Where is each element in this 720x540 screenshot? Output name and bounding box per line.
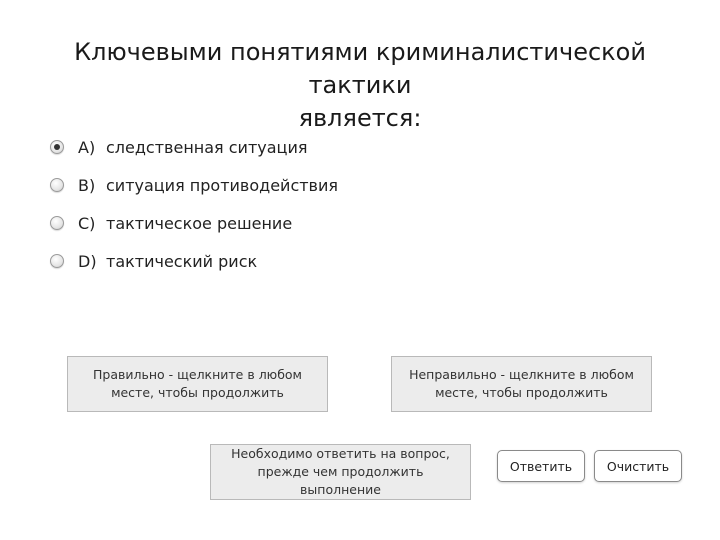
clear-button[interactable]: Очистить — [594, 450, 682, 482]
answer-required-message: Необходимо ответить на вопрос, прежде чем продолжить выполнение — [210, 444, 471, 500]
question-text — [20, 36, 700, 135]
option-letter: D) — [78, 251, 97, 271]
radio-button-icon[interactable] — [50, 178, 64, 192]
option-label: следственная ситуация — [106, 137, 308, 157]
option-label: тактический риск — [106, 251, 258, 271]
option-letter: A) — [78, 137, 96, 157]
option-label: ситуация противодействия — [106, 175, 339, 195]
answer-options — [50, 128, 338, 280]
submit-button[interactable]: Ответить — [497, 450, 585, 482]
option-d[interactable] — [50, 242, 338, 280]
option-a[interactable] — [50, 128, 338, 166]
option-letter: C) — [78, 213, 96, 233]
option-b[interactable] — [50, 166, 338, 204]
radio-button-selected-icon[interactable] — [50, 140, 64, 154]
option-c[interactable] — [50, 204, 338, 242]
option-label: тактическое решение — [106, 213, 293, 233]
radio-button-icon[interactable] — [50, 254, 64, 268]
question-line-1: Ключевыми понятиями криминалистической тактики — [74, 38, 646, 99]
radio-button-icon[interactable] — [50, 216, 64, 230]
correct-feedback-box[interactable]: Правильно - щелкните в любом месте, чтобы продолжить — [67, 356, 328, 412]
option-letter: B) — [78, 175, 96, 195]
question-line-2: является: — [298, 104, 422, 132]
incorrect-feedback-box[interactable]: Неправильно - щелкните в любом месте, чтобы продолжить — [391, 356, 652, 412]
